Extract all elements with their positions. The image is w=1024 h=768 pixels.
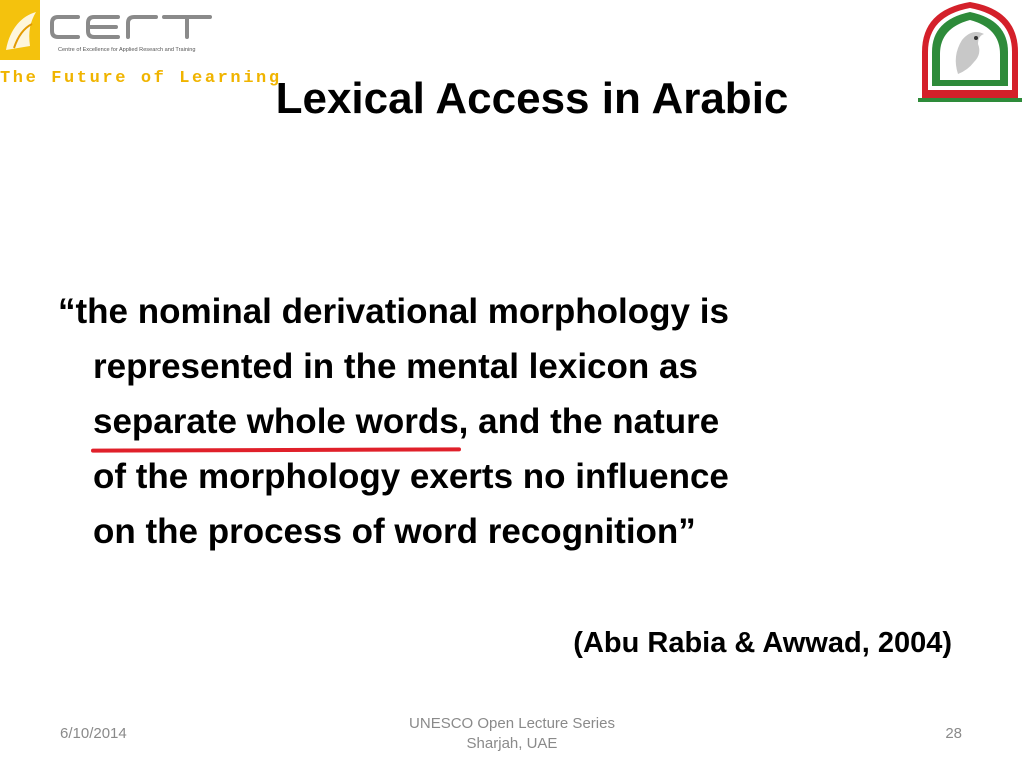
quote-line-emphasis	[58, 394, 958, 449]
page-number: 28	[945, 725, 962, 742]
quote-line-rest: , and the nature	[458, 402, 720, 441]
quote-line: on the process of word recognition”	[93, 512, 696, 551]
quote-line: of the morphology exerts no influence	[93, 457, 729, 496]
footer-series: UNESCO Open Lecture Series	[409, 715, 615, 732]
citation: (Abu Rabia & Awwad, 2004)	[573, 627, 952, 659]
footer-location: Sharjah, UAE	[466, 735, 558, 752]
footer-center	[0, 714, 1024, 754]
cert-logo-subtitle: Centre of Excellence for Applied Research and Training	[58, 47, 196, 53]
emphasis-text: separate whole words	[93, 402, 459, 441]
quote-line: represented in the mental lexicon as	[93, 347, 698, 386]
slide-title: Lexical Access in Arabic	[275, 74, 789, 123]
footer-date: 6/10/2014	[60, 725, 127, 742]
quote-line: “the nominal derivational morphology is	[58, 292, 729, 331]
quote-block	[58, 284, 958, 559]
cert-logo-tagline: The Future of Learning	[0, 69, 282, 88]
underlined-phrase	[93, 394, 459, 449]
